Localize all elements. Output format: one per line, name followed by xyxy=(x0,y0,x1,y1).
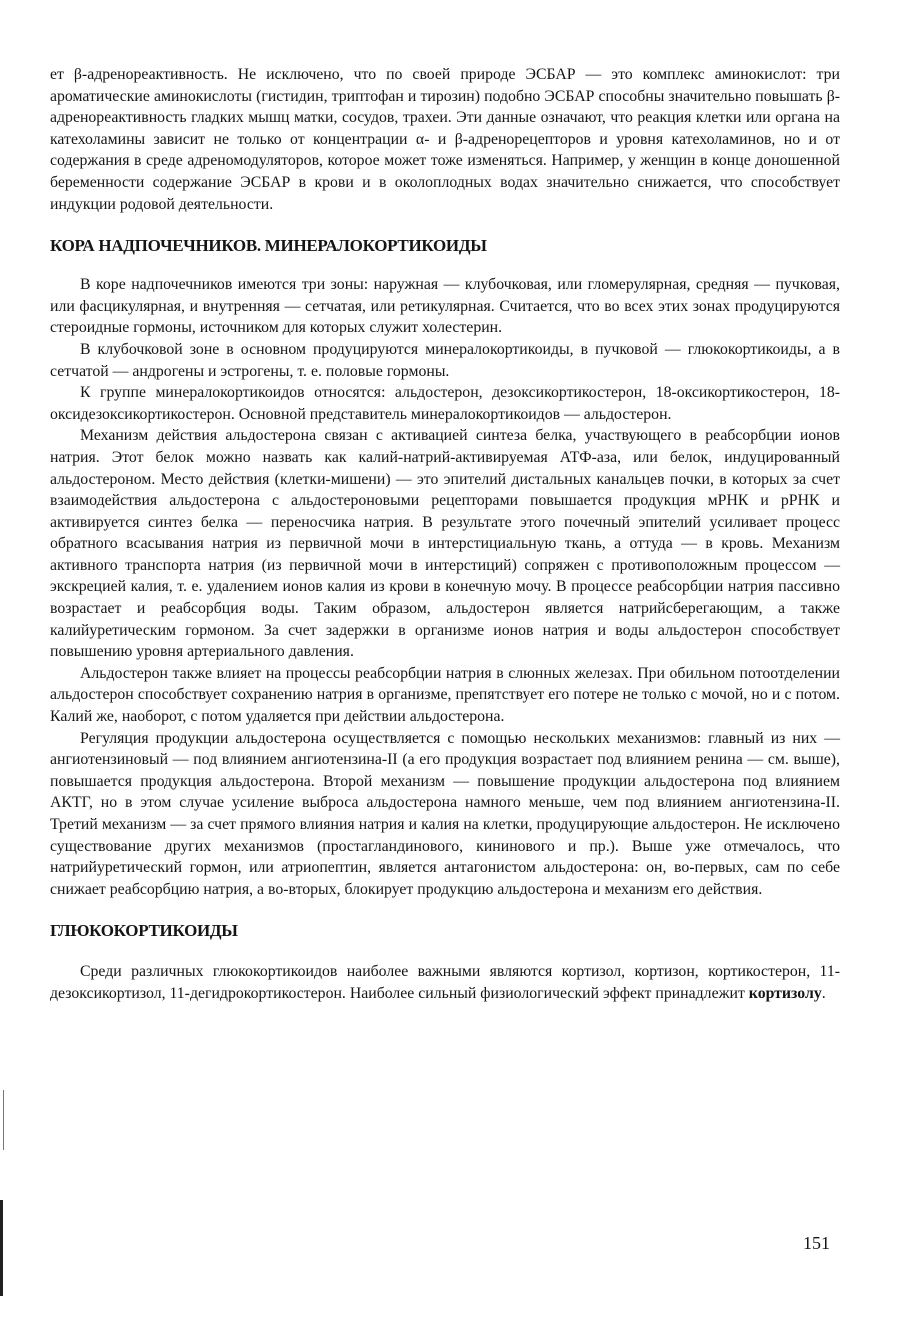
section-heading-glucocorticoids: ГЛЮКОКОРТИКОИДЫ xyxy=(50,921,238,941)
paragraph-glucocorticoids xyxy=(50,961,840,1004)
intro-paragraph: ет β-адренореактивность. Не исключено, что по своей природе ЭСБАР — это комплекс аминокислот: три ароматические аминокислоты (гистидин, триптофан и тирозин) подобно ЭСБАР способны значительно повышать β-адренореактивность гладких мышц матки, сосудов, трахеи. Эти данные означают, что реакция клетки или органа на катехоламины зависит не только от концентрации α- и β-адренорецепторов и уровня катехоламинов, но и от содержания в среде адреномодуляторов, которое может тоже изменяться. Например, у женщин в конце доношенной беременности содержание ЭСБАР в крови и в околоплодных водах значительно снижается, что способствует индукции родовой деятельности. xyxy=(50,66,840,213)
scan-edge-mark-faint xyxy=(3,1090,4,1150)
scan-edge-mark xyxy=(0,1200,3,1296)
paragraph-aldosterone-regulation: Регуляция продукции альдостерона осуществляется с помощью нескольких механизмов: главный из них — ангиотензиновый — под влиянием ангиотензина-II (а его продукция возрастает под влиянием ренина — см. выше), повышается продукция альдостерона. Второй механизм — повышение продукции альдостерона под влиянием АКТГ, но в этом случае усиление выброса альдостерона намного меньше, чем под влиянием ангиотензина-II. Третий механизм — за счет прямого влияния натрия и калия на клетки, продуцирующие альдостерон. Не исключено существование других механизмов (простагландинового, кининового и пр.). Выше уже отмечалось, что натрийуретический гормон, или атриопептин, является антагонистом альдостерона: он, во-первых, сам по себе снижает реабсорбцию натрия, а во-вторых, блокирует продукцию альдостерона и механизм его действия. xyxy=(50,729,840,898)
glucocorticoids-text: Среди различных глюкокортикоидов наиболее важными являются кортизол, кортизон, кортикостерон, 11-дезоксикортизол, 11-дегидрокортикостерон. Наиболее сильный физиологический эффект принадлежит xyxy=(50,963,840,1002)
paragraph-salivary-glands: Альдостерон также влияет на процессы реабсорбции натрия в слюнных железах. При обильном потоотделении альдостерон способствует сохранению натрия в организме, препятствует его потере не только с мочой, но и с потом. Калий же, наоборот, с потом удаляется при действии альдостерона. xyxy=(50,664,840,726)
page-number: 151 xyxy=(803,1233,830,1253)
paragraph-mineralocorticoid-group: К группе минералокортикоидов относятся: альдостерон, дезоксикортикостерон, 18-оксикортикостерон, 18-оксидезоксикортикостерон. Основной представитель минералокортикоидов — альдостерон. xyxy=(50,384,840,423)
section-heading-mineralocorticoids: КОРА НАДПОЧЕЧНИКОВ. МИНЕРАЛОКОРТИКОИДЫ xyxy=(50,236,487,256)
paragraph-glomerular-zone: В клубочковой зоне в основном продуцируются минералокортикоиды, в пучковой — глюкокортикоиды, а в сетчатой — андрогены и эстрогены, т. е. половые гормоны. xyxy=(50,340,840,380)
paragraph-aldosterone-mechanism: Механизм действия альдостерона связан с активацией синтеза белка, участвующего в реабсорбции ионов натрия. Этот белок можно назвать как калий-натрий-активируемая АТФ-аза, или белок, индуцированный альдостероном. Место действия (клетки-мишени) — это эпителий дистальных канальцев почки, в которых за счет взаимодействия альдостерона с альдостероновыми рецепторами повышается продукция мРНК и рРНК и активируется синтез белка — переносчика натрия. В результате этого почечный эпителий усиливает процесс обратного всасывания натрия из первичной мочи в интерстициальную ткань, а оттуда — в кровь. Механизм активного транспорта натрия (из первичной мочи в интерстиций) сопряжен с противоположным процессом — экскрецией калия, т. е. удалением ионов калия из крови в конечную мочу. В процессе реабсорбции натрия пассивно возрастает и реабсорбция воды. Таким образом, альдостерон является натрийсберегающим, а также калийуретическим гормоном. За счет задержки в организме ионов натрия и воды альдостерон способствует повышению уровня артериального давления. xyxy=(50,427,840,661)
page-body xyxy=(50,64,840,1005)
paragraph-adrenal-zones: В коре надпочечников имеются три зоны: наружная — клубочковая, или гломерулярная, средняя — пучковая, или фасцикулярная, и внутренняя — сетчатая, или ретикулярная. Считается, что во всех этих зонах продуцируются стероидные гормоны, источником для которых служит холестерин. xyxy=(50,276,840,337)
glucocorticoids-text-end: . xyxy=(821,984,826,1002)
cortisol-emphasis: кортизолу xyxy=(748,984,822,1002)
